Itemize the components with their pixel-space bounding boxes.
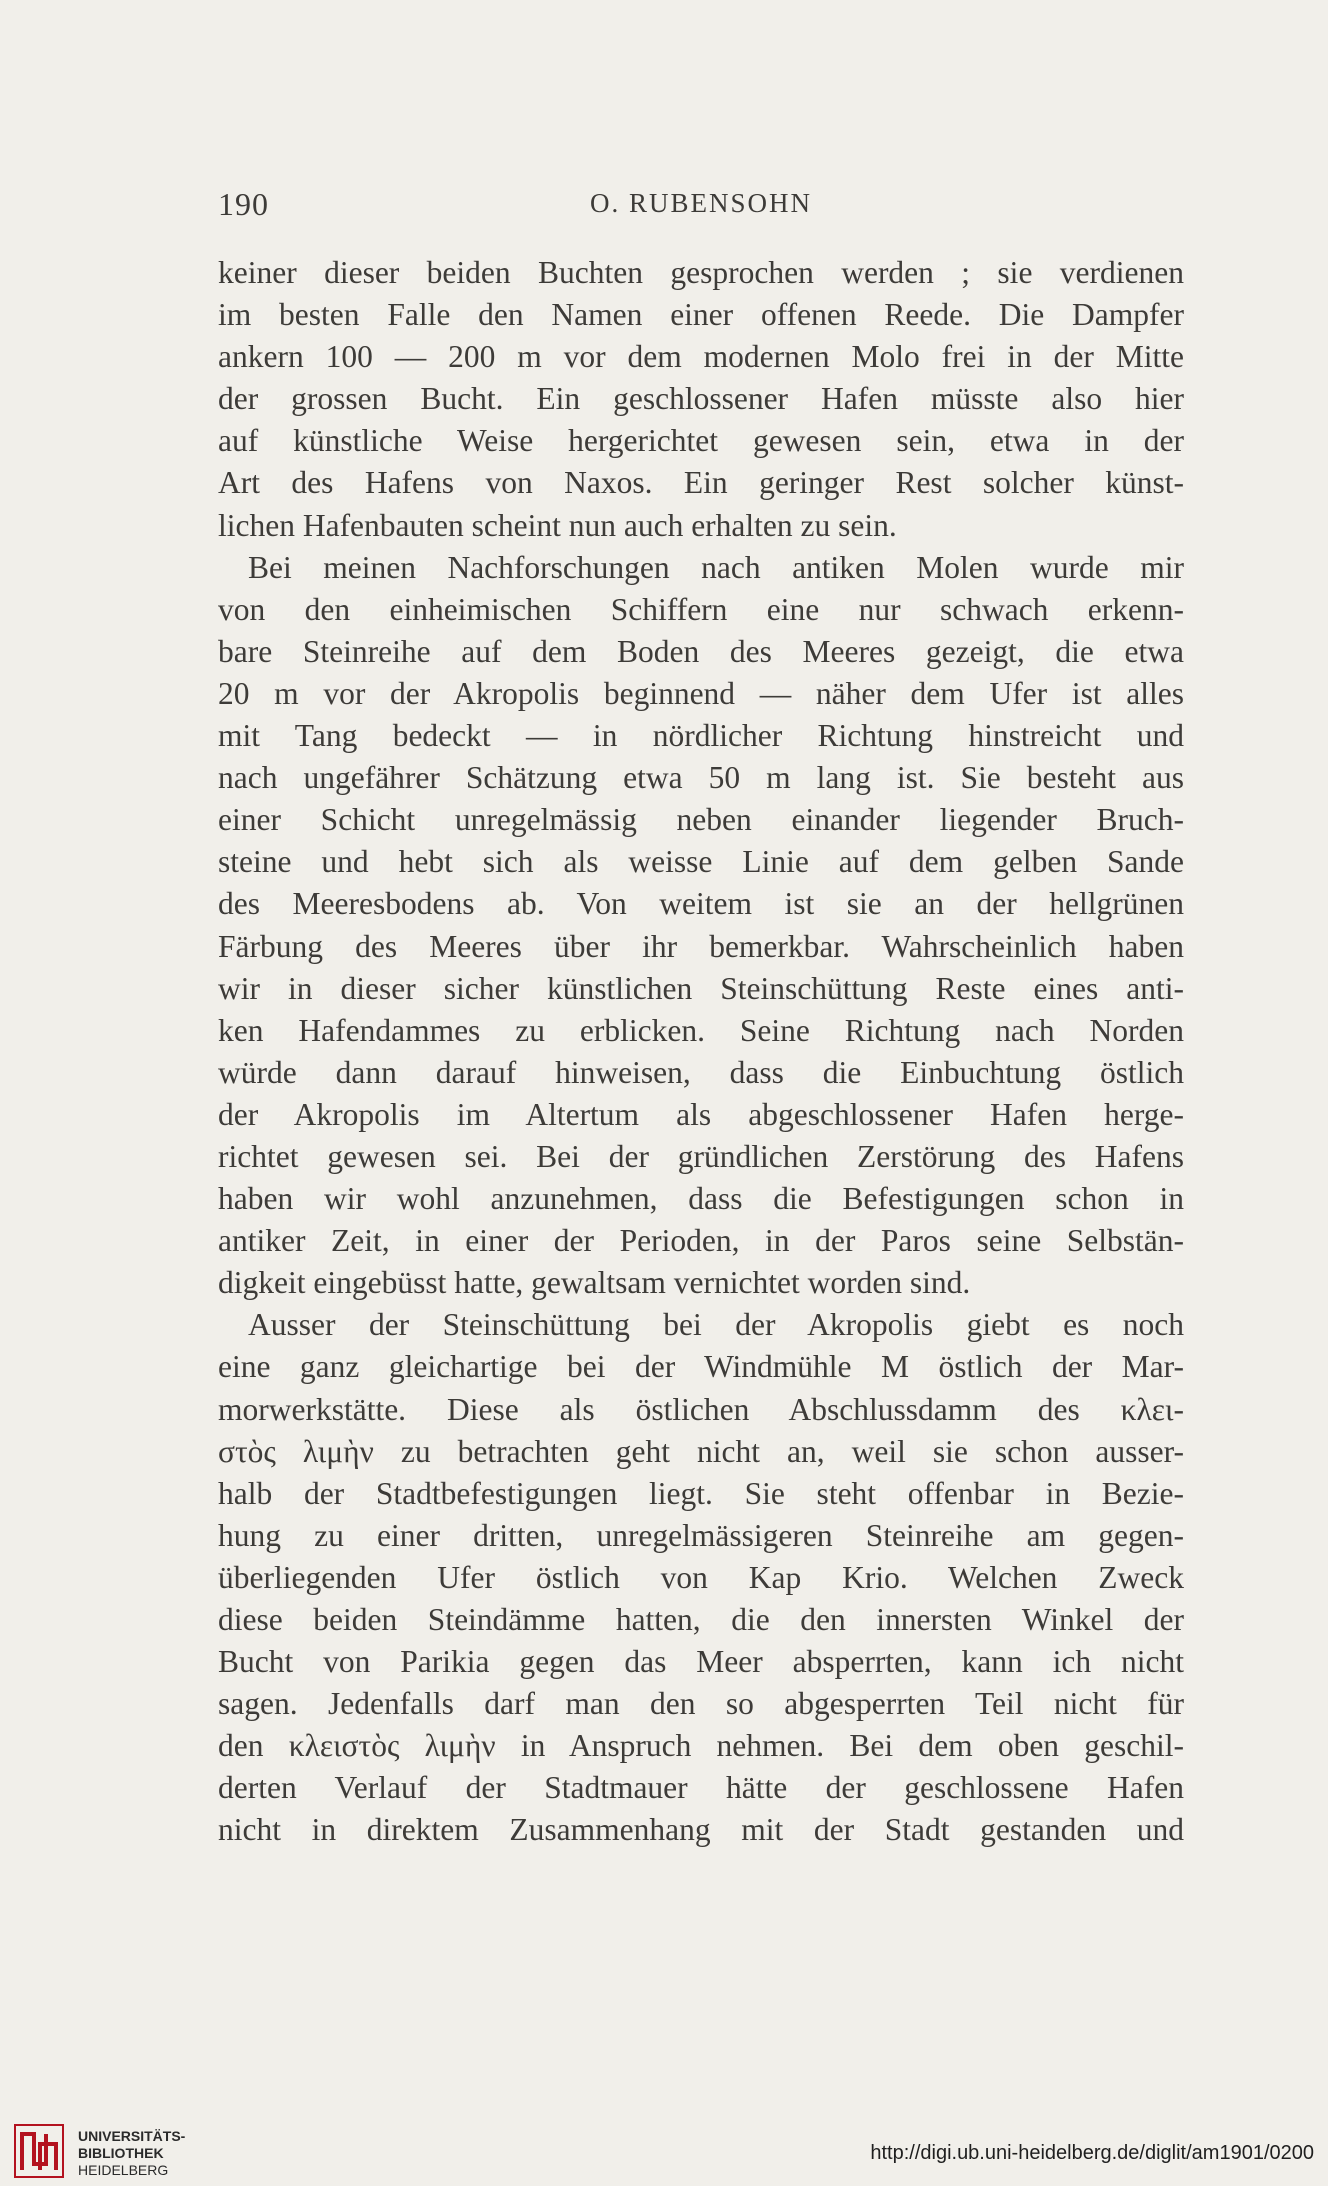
text-line: richtet gewesen sei. Bei der gründlichen Zerstörung des Hafens xyxy=(218,1138,1184,1174)
text-line: Bei meinen Nachforschungen nach antiken Molen wurde mir xyxy=(248,549,1184,585)
text-line: auf künstliche Weise hergerichtet gewesen sein, etwa in der xyxy=(218,423,1184,459)
source-url-link[interactable]: http://digi.ub.uni-heidelberg.de/diglit/am1901/0200 xyxy=(870,2142,1314,2164)
text-line: eine ganz gleichartige bei der Windmühle M östlich der Mar- xyxy=(218,1349,1184,1385)
text-line: morwerkstätte. Diese als östlichen Abschlussdamm des κλει- xyxy=(218,1391,1184,1427)
text-line: Art des Hafens von Naxos. Ein geringer Rest solcher künst- xyxy=(218,465,1184,501)
text-line: keiner dieser beiden Buchten gesprochen werden ; sie verdienen xyxy=(218,255,1184,290)
text-line: lichen Hafenbauten scheint nun auch erhalten zu sein. xyxy=(218,507,897,543)
text-line: 20 m vor der Akropolis beginnend — näher dem Ufer ist alles xyxy=(218,675,1184,711)
digitization-footer xyxy=(0,2120,1328,2186)
text-line: der Akropolis im Altertum als abgeschlossener Hafen herge- xyxy=(218,1096,1184,1132)
text-line: hung zu einer dritten, unregelmässigeren Steinreihe am gegen- xyxy=(218,1517,1184,1553)
text-line: von den einheimischen Schiffern eine nur schwach erkenn- xyxy=(218,591,1184,627)
page-number: 190 xyxy=(218,186,269,222)
text-line: antiker Zeit, in einer der Perioden, in der Paros seine Selbstän- xyxy=(218,1223,1184,1259)
text-line: mit Tang bedeckt — in nördlicher Richtung hinstreicht und xyxy=(218,718,1184,754)
text-line: haben wir wohl anzunehmen, dass die Befestigungen schon in xyxy=(218,1181,1184,1217)
text-line: nicht in direktem Zusammenhang mit der Stadt gestanden und xyxy=(218,1812,1184,1848)
text-line: Bucht von Parikia gegen das Meer absperrten, kann ich nicht xyxy=(218,1644,1184,1680)
text-line: der grossen Bucht. Ein geschlossener Hafen müsste also hier xyxy=(218,381,1184,417)
text-line: im besten Falle den Namen einer offenen Reede. Die Dampfer xyxy=(218,297,1184,333)
text-line: ken Hafendammes zu erblicken. Seine Richtung nach Norden xyxy=(218,1012,1184,1048)
text-line: nach ungefährer Schätzung etwa 50 m lang ist. Sie besteht aus xyxy=(218,760,1184,796)
library-name-line: HEIDELBERG xyxy=(78,2162,169,2178)
library-name-line: BIBLIOTHEK xyxy=(78,2145,164,2161)
text-line: würde dann darauf hinweisen, dass die Einbuchtung östlich xyxy=(218,1054,1184,1090)
library-name xyxy=(78,2128,185,2179)
library-name-line: UNIVERSITÄTS- xyxy=(78,2128,186,2144)
running-head: O. RUBENSOHN xyxy=(589,188,813,218)
text-line: bare Steinreihe auf dem Boden des Meeres gezeigt, die etwa xyxy=(218,633,1184,669)
text-line: Färbung des Meeres über ihr bemerkbar. Wahrscheinlich haben xyxy=(218,928,1184,964)
text-line: derten Verlauf der Stadtmauer hätte der geschlossene Hafen xyxy=(218,1770,1184,1806)
text-line: überliegenden Ufer östlich von Kap Krio. Welchen Zweck xyxy=(218,1559,1184,1595)
text-line: ankern 100 — 200 m vor dem modernen Molo frei in der Mitte xyxy=(218,339,1184,375)
heidelberg-library-logo-icon xyxy=(14,2124,64,2178)
text-line: digkeit eingebüsst hatte, gewaltsam vernichtet worden sind. xyxy=(218,1265,971,1301)
text-line: diese beiden Steindämme hatten, die den innersten Winkel der xyxy=(218,1602,1184,1637)
text-line: wir in dieser sicher künstlichen Steinschüttung Reste eines anti- xyxy=(218,970,1184,1006)
text-line: Ausser der Steinschüttung bei der Akropolis giebt es noch xyxy=(248,1307,1184,1343)
body-text xyxy=(218,252,1184,1852)
text-line: sagen. Jedenfalls darf man den so abgesperrten Teil nicht für xyxy=(218,1686,1184,1722)
text-line: στὸς λιμὴν zu betrachten geht nicht an, weil sie schon ausser- xyxy=(218,1433,1184,1469)
page-header xyxy=(218,186,1184,226)
text-line: steine und hebt sich als weisse Linie auf dem gelben Sande xyxy=(218,844,1184,880)
text-line: einer Schicht unregelmässig neben einander liegender Bruch- xyxy=(218,802,1184,838)
text-line: den κλειστὸς λιμὴν in Anspruch nehmen. Bei dem oben geschil- xyxy=(218,1728,1184,1764)
text-line: des Meeresbodens ab. Von weitem ist sie an der hellgrünen xyxy=(218,886,1184,922)
text-line: halb der Stadtbefestigungen liegt. Sie steht offenbar in Bezie- xyxy=(218,1475,1184,1511)
